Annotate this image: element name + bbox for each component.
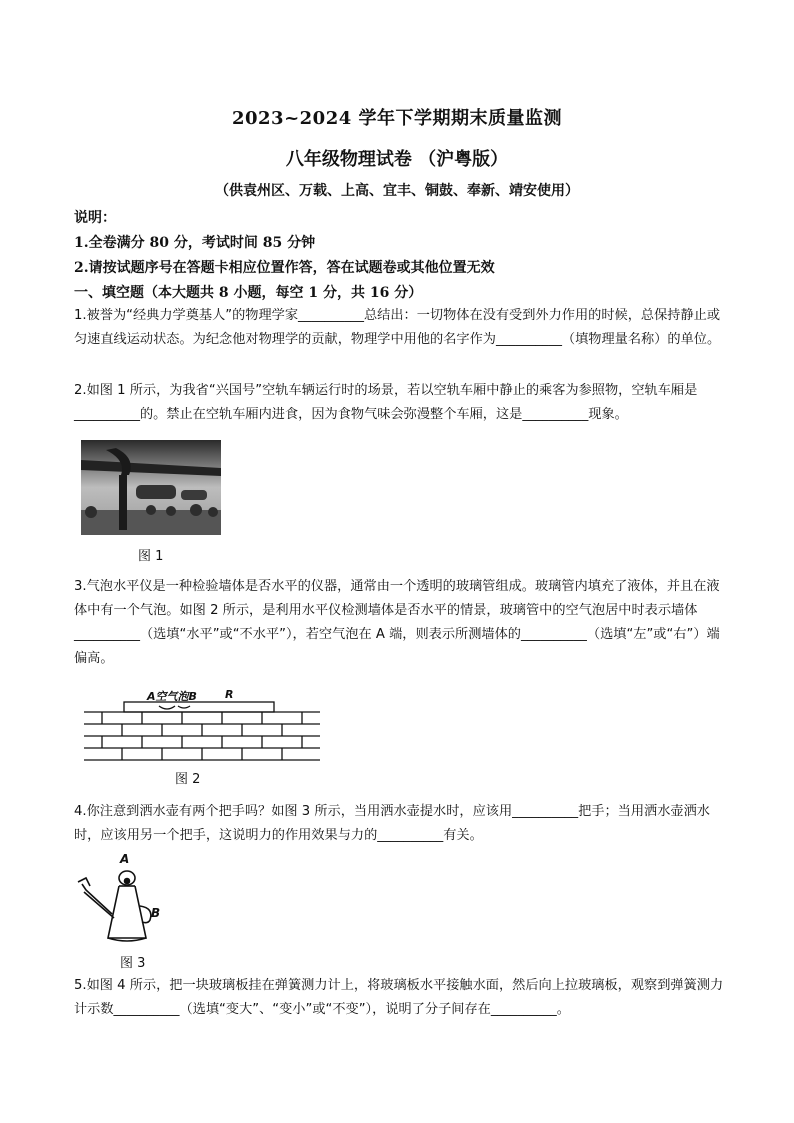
figure-2-label-ab: A空气泡B [147,690,197,703]
question-2 [74,379,724,427]
figure-1-caption: 图 1 [138,549,164,564]
instruction-item-2: 2.请按试题序号在答题卡相应位置作答，答在试题卷或其他位置无效 [74,260,495,276]
question-5 [74,974,724,1022]
figure-3-watering-can [76,864,166,946]
instructions-label: 说明： [74,210,116,226]
figure-2-brick-wall [84,700,320,764]
question-1 [74,304,724,352]
question-4 [74,800,724,848]
figure-3-caption: 图 3 [120,956,146,971]
question-3 [74,575,724,671]
question-3-text: 3.气泡水平仪是一种检验墙体是否水平的仪器，通常由一个透明的玻璃管组成。玻璃管内填充了液体，并且在液体中有一个气泡。如图 2 所示，是利用水平仪检测墙体是否水平的情景，玻璃管中的空气泡居中时表示墙体__________（选填“水平”或“不水平”），若空气泡在 A 端，则表示所测墙体的__________（选填“左”或“右”）端偏高。 [74,579,720,666]
figure-1-photo [81,440,221,535]
exam-title: 2023~2024 学年下学期期末质量监测 [231,108,563,129]
question-1-text: 1.被誉为“经典力学奠基人”的物理学家__________总结出：一切物体在没有受到外力作用的时候，总保持静止或匀速直线运动状态。为纪念他对物理学的贡献，物理学中用他的名字作为__________（填物理量名称）的单位。 [74,308,721,347]
question-2-text: 2.如图 1 所示，为我省“兴国号”空轨车辆运行时的场景，若以空轨车厢中静止的乘客为参照物，空轨车厢是__________的。禁止在空轨车厢内进食，因为食物气味会弥漫整个车厢，这是__________现象。 [74,383,698,422]
figure-2-caption: 图 2 [175,772,201,787]
section-heading: 一、填空题（本大题共 8 小题，每空 1 分，共 16 分） [74,285,423,301]
question-4-text: 4.你注意到洒水壶有两个把手吗？如图 3 所示，当用洒水壶提水时，应该用__________把手；当用洒水壶洒水时，应该用另一个把手，这说明力的作用效果与力的__________有关。 [74,804,710,843]
question-5-text: 5.如图 4 所示，把一块玻璃板挂在弹簧测力计上，将玻璃板水平接触水面，然后向上拉玻璃板，观察到弹簧测力计示数__________（选填“变大”、“变小”或“不变”），说明了分子间存在__________。 [74,978,724,1017]
figure-2-label-r: R [225,688,234,701]
exam-subtitle: 八年级物理试卷 （沪粤版） [285,149,509,170]
exam-scope: （供袁州区、万载、上高、宜丰、铜鼓、奉新、靖安使用） [215,183,579,199]
instruction-item-1: 1.全卷满分 80 分，考试时间 85 分钟 [74,235,316,251]
figure-3-label-a: A [120,852,130,866]
figure-3-label-b: B [151,906,161,920]
